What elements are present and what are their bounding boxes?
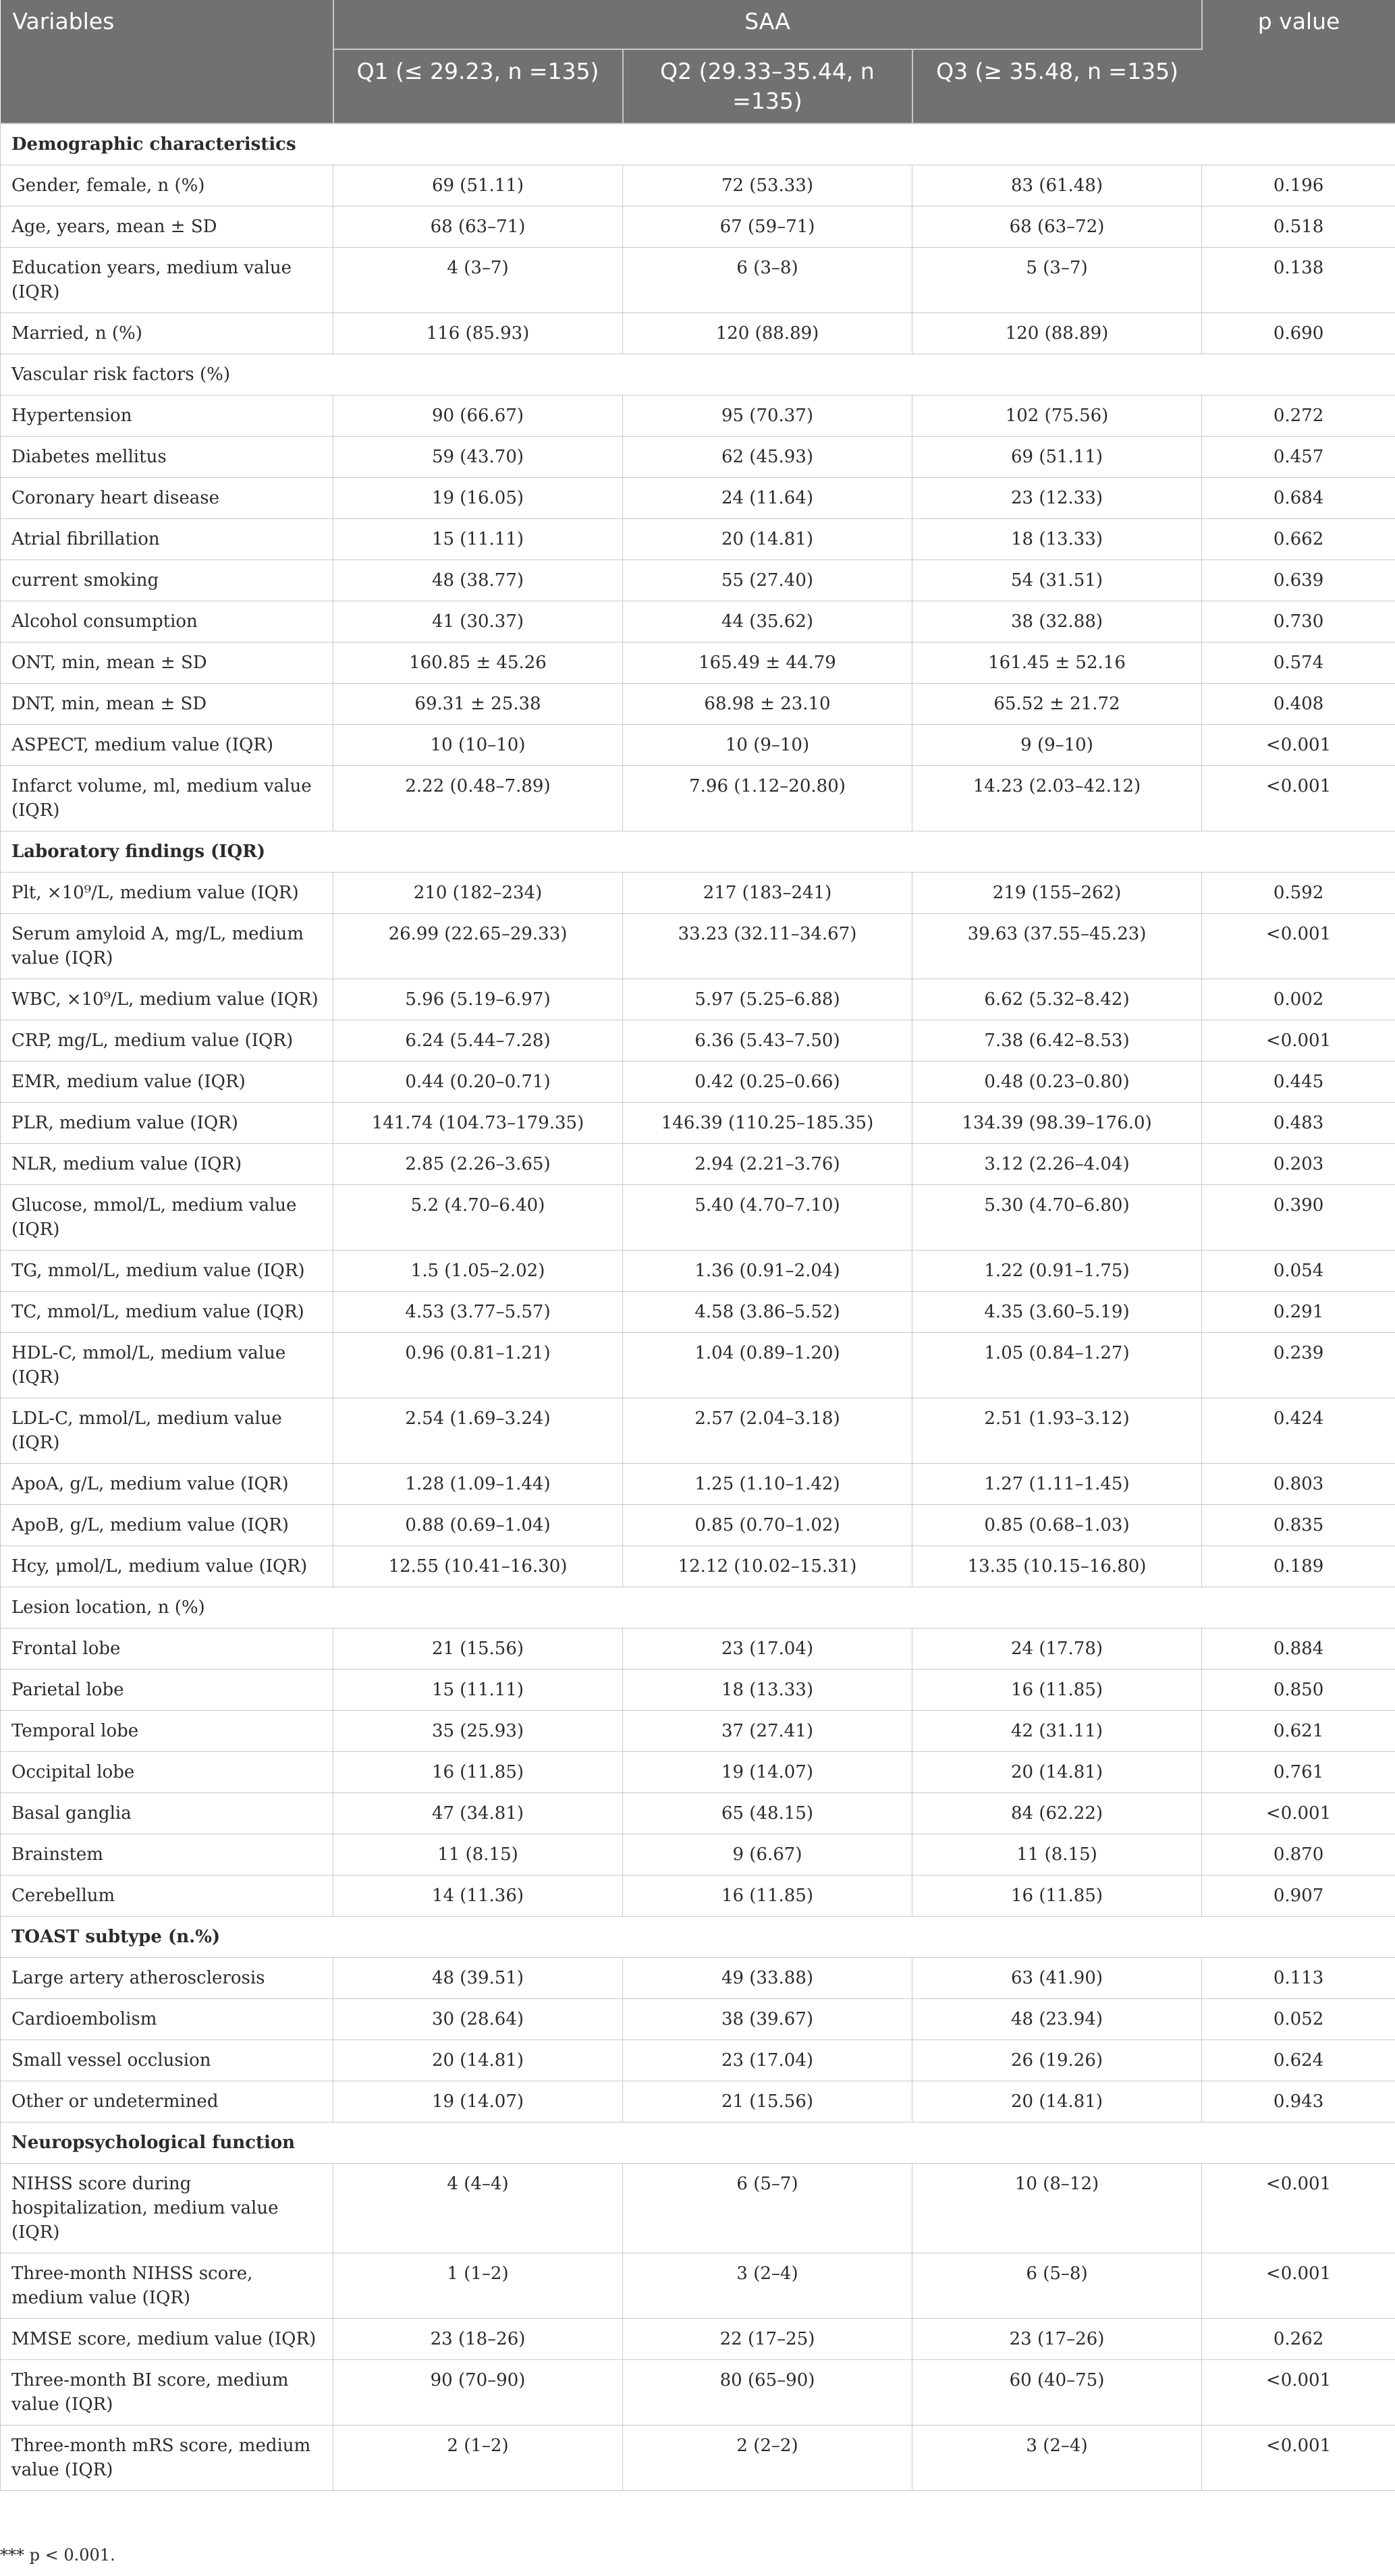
cell-q2: 0.42 (0.25–0.66) — [623, 1062, 912, 1103]
cell-q1: 141.74 (104.73–179.35) — [333, 1103, 623, 1144]
cell-q1: 68 (63–71) — [333, 207, 623, 248]
table-row — [1, 1103, 1395, 1144]
row-label: Three-month BI score, medium value (IQR) — [1, 2360, 333, 2426]
row-label: CRP, mg/L, medium value (IQR) — [1, 1020, 333, 1062]
section-title: TOAST subtype (n.%) — [1, 1917, 1395, 1958]
header-q2: Q2 (29.33–35.44, n =135) — [623, 49, 912, 124]
cell-p-value: <0.001 — [1202, 2164, 1395, 2253]
cell-q2: 23 (17.04) — [623, 2040, 912, 2081]
cell-p-value: 0.907 — [1202, 1875, 1395, 1917]
cell-q2: 0.85 (0.70–1.02) — [623, 1505, 912, 1546]
table-row — [1, 248, 1395, 313]
table-row — [1, 395, 1395, 437]
cell-q3: 63 (41.90) — [912, 1958, 1202, 1999]
cell-p-value: <0.001 — [1202, 1793, 1395, 1834]
table-row — [1, 684, 1395, 725]
cell-p-value: 0.424 — [1202, 1398, 1395, 1464]
cell-q2: 23 (17.04) — [623, 1628, 912, 1670]
table-row — [1, 2081, 1395, 2122]
cell-q3: 23 (12.33) — [912, 478, 1202, 519]
subgroup-header-row — [1, 354, 1395, 395]
cell-q1: 90 (70–90) — [333, 2360, 623, 2426]
table-row — [1, 1834, 1395, 1875]
cell-q2: 1.25 (1.10–1.42) — [623, 1464, 912, 1505]
cell-q2: 6.36 (5.43–7.50) — [623, 1020, 912, 1062]
cell-p-value: 0.943 — [1202, 2081, 1395, 2122]
cell-p-value: 0.272 — [1202, 395, 1395, 437]
section-header-row — [1, 1917, 1395, 1958]
cell-p-value: 0.262 — [1202, 2319, 1395, 2360]
cell-q3: 10 (8–12) — [912, 2164, 1202, 2253]
table-footnote: *** p < 0.001. — [0, 2546, 115, 2565]
row-label: Alcohol consumption — [1, 601, 333, 642]
table-row — [1, 766, 1395, 831]
subgroup-title: Lesion location, n (%) — [1, 1587, 1395, 1628]
row-label: NIHSS score during hospitalization, medium value (IQR) — [1, 2164, 333, 2253]
cell-q1: 4 (4–4) — [333, 2164, 623, 2253]
cell-q1: 210 (182–234) — [333, 873, 623, 914]
table-row — [1, 1752, 1395, 1793]
cell-q2: 217 (183–241) — [623, 873, 912, 914]
cell-q1: 23 (18–26) — [333, 2319, 623, 2360]
cell-p-value: <0.001 — [1202, 2426, 1395, 2491]
cell-q1: 2.22 (0.48–7.89) — [333, 766, 623, 831]
cell-q3: 3.12 (2.26–4.04) — [912, 1144, 1202, 1185]
cell-q3: 7.38 (6.42–8.53) — [912, 1020, 1202, 1062]
cell-q2: 18 (13.33) — [623, 1670, 912, 1711]
cell-q2: 20 (14.81) — [623, 519, 912, 560]
row-label: Brainstem — [1, 1834, 333, 1875]
table-row — [1, 519, 1395, 560]
row-label: Glucose, mmol/L, medium value (IQR) — [1, 1185, 333, 1251]
cell-q3: 60 (40–75) — [912, 2360, 1202, 2426]
cell-p-value: 0.621 — [1202, 1711, 1395, 1752]
row-label: TC, mmol/L, medium value (IQR) — [1, 1292, 333, 1333]
table-row — [1, 1062, 1395, 1103]
cell-q2: 2.57 (2.04–3.18) — [623, 1398, 912, 1464]
cell-q2: 16 (11.85) — [623, 1875, 912, 1917]
cell-q3: 68 (63–72) — [912, 207, 1202, 248]
cell-q1: 35 (25.93) — [333, 1711, 623, 1752]
table-row — [1, 1505, 1395, 1546]
row-label: HDL-C, mmol/L, medium value (IQR) — [1, 1333, 333, 1398]
header-q3: Q3 (≥ 35.48, n =135) — [912, 49, 1202, 124]
cell-q2: 33.23 (32.11–34.67) — [623, 914, 912, 979]
cell-q3: 13.35 (10.15–16.80) — [912, 1546, 1202, 1587]
cell-p-value: 0.592 — [1202, 873, 1395, 914]
cell-p-value: 0.518 — [1202, 207, 1395, 248]
cell-q1: 1.5 (1.05–2.02) — [333, 1251, 623, 1292]
cell-q1: 47 (34.81) — [333, 1793, 623, 1834]
cell-q3: 120 (88.89) — [912, 313, 1202, 354]
table-row — [1, 313, 1395, 354]
cell-q2: 24 (11.64) — [623, 478, 912, 519]
table-row — [1, 2426, 1395, 2491]
row-label: Coronary heart disease — [1, 478, 333, 519]
cell-q2: 120 (88.89) — [623, 313, 912, 354]
cell-q1: 30 (28.64) — [333, 1999, 623, 2040]
row-label: ONT, min, mean ± SD — [1, 642, 333, 684]
table-row — [1, 1144, 1395, 1185]
cell-q1: 10 (10–10) — [333, 725, 623, 766]
cell-p-value: <0.001 — [1202, 2360, 1395, 2426]
cell-q1: 69 (51.11) — [333, 165, 623, 207]
cell-q2: 65 (48.15) — [623, 1793, 912, 1834]
row-label: Serum amyloid A, mg/L, medium value (IQR) — [1, 914, 333, 979]
cell-q1: 59 (43.70) — [333, 437, 623, 478]
cell-p-value: <0.001 — [1202, 914, 1395, 979]
cell-q2: 12.12 (10.02–15.31) — [623, 1546, 912, 1587]
cell-q2: 5.40 (4.70–7.10) — [623, 1185, 912, 1251]
row-label: Hcy, μmol/L, medium value (IQR) — [1, 1546, 333, 1587]
cell-q3: 0.85 (0.68–1.03) — [912, 1505, 1202, 1546]
table-row — [1, 1546, 1395, 1587]
section-title: Demographic characteristics — [1, 124, 1395, 165]
cell-q2: 44 (35.62) — [623, 601, 912, 642]
cell-q1: 0.96 (0.81–1.21) — [333, 1333, 623, 1398]
cell-p-value: 0.639 — [1202, 560, 1395, 601]
cell-q1: 21 (15.56) — [333, 1628, 623, 1670]
cell-q2: 5.97 (5.25–6.88) — [623, 979, 912, 1020]
cell-p-value: 0.390 — [1202, 1185, 1395, 1251]
table-row — [1, 1958, 1395, 1999]
cell-q1: 2.54 (1.69–3.24) — [333, 1398, 623, 1464]
table-row — [1, 1464, 1395, 1505]
section-header-row — [1, 124, 1395, 165]
cell-q1: 20 (14.81) — [333, 2040, 623, 2081]
table-row — [1, 1292, 1395, 1333]
cell-q2: 38 (39.67) — [623, 1999, 912, 2040]
cell-q3: 4.35 (3.60–5.19) — [912, 1292, 1202, 1333]
row-label: Infarct volume, ml, medium value (IQR) — [1, 766, 333, 831]
cell-q2: 67 (59–71) — [623, 207, 912, 248]
cell-q3: 26 (19.26) — [912, 2040, 1202, 2081]
table-row — [1, 1875, 1395, 1917]
row-label: Occipital lobe — [1, 1752, 333, 1793]
table-row — [1, 2253, 1395, 2319]
table-row — [1, 1999, 1395, 2040]
row-label: Three-month mRS score, medium value (IQR) — [1, 2426, 333, 2491]
row-label: LDL-C, mmol/L, medium value (IQR) — [1, 1398, 333, 1464]
cell-q1: 16 (11.85) — [333, 1752, 623, 1793]
table-row — [1, 207, 1395, 248]
cell-q1: 69.31 ± 25.38 — [333, 684, 623, 725]
cell-q3: 1.05 (0.84–1.27) — [912, 1333, 1202, 1398]
table-header — [1, 0, 1395, 124]
cell-p-value: <0.001 — [1202, 1020, 1395, 1062]
row-label: DNT, min, mean ± SD — [1, 684, 333, 725]
cell-p-value: <0.001 — [1202, 766, 1395, 831]
cell-p-value: 0.624 — [1202, 2040, 1395, 2081]
row-label: Education years, medium value (IQR) — [1, 248, 333, 313]
row-label: PLR, medium value (IQR) — [1, 1103, 333, 1144]
cell-q3: 0.48 (0.23–0.80) — [912, 1062, 1202, 1103]
cell-p-value: 0.054 — [1202, 1251, 1395, 1292]
cell-q2: 10 (9–10) — [623, 725, 912, 766]
row-label: Basal ganglia — [1, 1793, 333, 1834]
table-row — [1, 914, 1395, 979]
cell-p-value: 0.803 — [1202, 1464, 1395, 1505]
cell-q2: 2.94 (2.21–3.76) — [623, 1144, 912, 1185]
cell-q1: 1.28 (1.09–1.44) — [333, 1464, 623, 1505]
table-row — [1, 2319, 1395, 2360]
table-row — [1, 1185, 1395, 1251]
cell-q3: 6 (5–8) — [912, 2253, 1202, 2319]
cell-q3: 20 (14.81) — [912, 2081, 1202, 2122]
row-label: Hypertension — [1, 395, 333, 437]
cell-q1: 41 (30.37) — [333, 601, 623, 642]
row-label: Parietal lobe — [1, 1670, 333, 1711]
cell-q2: 62 (45.93) — [623, 437, 912, 478]
cell-p-value: 0.196 — [1202, 165, 1395, 207]
table-row — [1, 478, 1395, 519]
cell-q3: 16 (11.85) — [912, 1875, 1202, 1917]
cell-q1: 160.85 ± 45.26 — [333, 642, 623, 684]
table-row — [1, 642, 1395, 684]
cell-p-value: 0.291 — [1202, 1292, 1395, 1333]
cell-q2: 4.58 (3.86–5.52) — [623, 1292, 912, 1333]
cell-q2: 1.04 (0.89–1.20) — [623, 1333, 912, 1398]
cell-q2: 9 (6.67) — [623, 1834, 912, 1875]
row-label: Atrial fibrillation — [1, 519, 333, 560]
cell-p-value: 0.189 — [1202, 1546, 1395, 1587]
cell-q2: 68.98 ± 23.10 — [623, 684, 912, 725]
row-label: Diabetes mellitus — [1, 437, 333, 478]
table-body — [1, 124, 1395, 2491]
cell-q3: 9 (9–10) — [912, 725, 1202, 766]
cell-q3: 134.39 (98.39–176.0) — [912, 1103, 1202, 1144]
cell-p-value: 0.574 — [1202, 642, 1395, 684]
cell-p-value: 0.203 — [1202, 1144, 1395, 1185]
header-q1: Q1 (≤ 29.23, n =135) — [333, 49, 623, 124]
table-row — [1, 601, 1395, 642]
cell-q3: 5 (3–7) — [912, 248, 1202, 313]
cell-q3: 11 (8.15) — [912, 1834, 1202, 1875]
section-title: Laboratory findings (IQR) — [1, 831, 1395, 873]
cell-q1: 90 (66.67) — [333, 395, 623, 437]
cell-q3: 14.23 (2.03–42.12) — [912, 766, 1202, 831]
table-row — [1, 165, 1395, 207]
section-header-row — [1, 2122, 1395, 2164]
cell-q3: 24 (17.78) — [912, 1628, 1202, 1670]
cell-q1: 2.85 (2.26–3.65) — [333, 1144, 623, 1185]
cell-p-value: 0.684 — [1202, 478, 1395, 519]
cell-q2: 165.49 ± 44.79 — [623, 642, 912, 684]
cell-q3: 69 (51.11) — [912, 437, 1202, 478]
cell-q1: 15 (11.11) — [333, 1670, 623, 1711]
table-row — [1, 1398, 1395, 1464]
row-label: TG, mmol/L, medium value (IQR) — [1, 1251, 333, 1292]
cell-q2: 3 (2–4) — [623, 2253, 912, 2319]
cell-q3: 39.63 (37.55–45.23) — [912, 914, 1202, 979]
cell-q2: 21 (15.56) — [623, 2081, 912, 2122]
cell-p-value: 0.408 — [1202, 684, 1395, 725]
header-p-value: p value — [1202, 0, 1395, 124]
row-label: current smoking — [1, 560, 333, 601]
cell-q2: 72 (53.33) — [623, 165, 912, 207]
table-row — [1, 2164, 1395, 2253]
cell-q3: 84 (62.22) — [912, 1793, 1202, 1834]
cell-q3: 1.22 (0.91–1.75) — [912, 1251, 1202, 1292]
cell-q2: 2 (2–2) — [623, 2426, 912, 2491]
cell-q2: 55 (27.40) — [623, 560, 912, 601]
row-label: Age, years, mean ± SD — [1, 207, 333, 248]
cell-q1: 12.55 (10.41–16.30) — [333, 1546, 623, 1587]
row-label: Other or undetermined — [1, 2081, 333, 2122]
cell-q1: 6.24 (5.44–7.28) — [333, 1020, 623, 1062]
cell-q1: 0.44 (0.20–0.71) — [333, 1062, 623, 1103]
table-row — [1, 725, 1395, 766]
cell-q3: 219 (155–262) — [912, 873, 1202, 914]
table-row — [1, 437, 1395, 478]
cell-q3: 23 (17–26) — [912, 2319, 1202, 2360]
cell-q1: 15 (11.11) — [333, 519, 623, 560]
cell-q2: 37 (27.41) — [623, 1711, 912, 1752]
cell-q1: 48 (39.51) — [333, 1958, 623, 1999]
row-label: NLR, medium value (IQR) — [1, 1144, 333, 1185]
header-variables: Variables — [1, 0, 333, 124]
row-label: Three-month NIHSS score, medium value (IQR) — [1, 2253, 333, 2319]
cell-q3: 83 (61.48) — [912, 165, 1202, 207]
cell-p-value: 0.835 — [1202, 1505, 1395, 1546]
row-label: Large artery atherosclerosis — [1, 1958, 333, 1999]
cell-q2: 1.36 (0.91–2.04) — [623, 1251, 912, 1292]
table-row — [1, 1628, 1395, 1670]
cell-p-value: 0.052 — [1202, 1999, 1395, 2040]
cell-q1: 48 (38.77) — [333, 560, 623, 601]
cell-q2: 6 (5–7) — [623, 2164, 912, 2253]
cell-p-value: 0.457 — [1202, 437, 1395, 478]
table-row — [1, 979, 1395, 1020]
cell-q3: 65.52 ± 21.72 — [912, 684, 1202, 725]
subgroup-header-row — [1, 1587, 1395, 1628]
cell-q2: 6 (3–8) — [623, 248, 912, 313]
table-row — [1, 1711, 1395, 1752]
cell-p-value: 0.138 — [1202, 248, 1395, 313]
cell-q3: 16 (11.85) — [912, 1670, 1202, 1711]
row-label: Gender, female, n (%) — [1, 165, 333, 207]
row-label: ApoA, g/L, medium value (IQR) — [1, 1464, 333, 1505]
cell-p-value: 0.730 — [1202, 601, 1395, 642]
row-label: Married, n (%) — [1, 313, 333, 354]
cell-q3: 48 (23.94) — [912, 1999, 1202, 2040]
cell-p-value: 0.870 — [1202, 1834, 1395, 1875]
cell-p-value: <0.001 — [1202, 2253, 1395, 2319]
subgroup-title: Vascular risk factors (%) — [1, 354, 1395, 395]
header-saa: SAA — [333, 0, 1202, 49]
table-row — [1, 2040, 1395, 2081]
cell-q3: 3 (2–4) — [912, 2426, 1202, 2491]
cell-q1: 5.96 (5.19–6.97) — [333, 979, 623, 1020]
row-label: Plt, ×10⁹/L, medium value (IQR) — [1, 873, 333, 914]
row-label: ApoB, g/L, medium value (IQR) — [1, 1505, 333, 1546]
table-row — [1, 1020, 1395, 1062]
cell-q1: 19 (14.07) — [333, 2081, 623, 2122]
cell-p-value: 0.239 — [1202, 1333, 1395, 1398]
cell-p-value: 0.850 — [1202, 1670, 1395, 1711]
cell-q1: 14 (11.36) — [333, 1875, 623, 1917]
cell-p-value: 0.113 — [1202, 1958, 1395, 1999]
table-row — [1, 873, 1395, 914]
row-label: ASPECT, medium value (IQR) — [1, 725, 333, 766]
cell-q1: 19 (16.05) — [333, 478, 623, 519]
cell-q2: 19 (14.07) — [623, 1752, 912, 1793]
row-label: MMSE score, medium value (IQR) — [1, 2319, 333, 2360]
cell-q3: 1.27 (1.11–1.45) — [912, 1464, 1202, 1505]
cell-q1: 4 (3–7) — [333, 248, 623, 313]
cell-q1: 4.53 (3.77–5.57) — [333, 1292, 623, 1333]
cell-q3: 54 (31.51) — [912, 560, 1202, 601]
cell-p-value: 0.690 — [1202, 313, 1395, 354]
table-row — [1, 560, 1395, 601]
cell-q3: 5.30 (4.70–6.80) — [912, 1185, 1202, 1251]
cell-q3: 6.62 (5.32–8.42) — [912, 979, 1202, 1020]
section-header-row — [1, 831, 1395, 873]
cell-q3: 102 (75.56) — [912, 395, 1202, 437]
cell-q2: 95 (70.37) — [623, 395, 912, 437]
table-row — [1, 2360, 1395, 2426]
cell-q3: 42 (31.11) — [912, 1711, 1202, 1752]
cell-p-value: 0.002 — [1202, 979, 1395, 1020]
table-row — [1, 1333, 1395, 1398]
cell-q1: 2 (1–2) — [333, 2426, 623, 2491]
cell-p-value: 0.483 — [1202, 1103, 1395, 1144]
cell-q3: 18 (13.33) — [912, 519, 1202, 560]
row-label: Frontal lobe — [1, 1628, 333, 1670]
cell-p-value: 0.662 — [1202, 519, 1395, 560]
cell-q2: 49 (33.88) — [623, 1958, 912, 1999]
row-label: EMR, medium value (IQR) — [1, 1062, 333, 1103]
cell-q2: 80 (65–90) — [623, 2360, 912, 2426]
cell-p-value: <0.001 — [1202, 725, 1395, 766]
cell-q3: 38 (32.88) — [912, 601, 1202, 642]
section-title: Neuropsychological function — [1, 2122, 1395, 2164]
row-label: WBC, ×10⁹/L, medium value (IQR) — [1, 979, 333, 1020]
cell-p-value: 0.761 — [1202, 1752, 1395, 1793]
cell-q1: 116 (85.93) — [333, 313, 623, 354]
cell-q1: 5.2 (4.70–6.40) — [333, 1185, 623, 1251]
cell-q3: 161.45 ± 52.16 — [912, 642, 1202, 684]
table-row — [1, 1251, 1395, 1292]
cell-p-value: 0.884 — [1202, 1628, 1395, 1670]
row-label: Cerebellum — [1, 1875, 333, 1917]
cell-q1: 11 (8.15) — [333, 1834, 623, 1875]
table-row — [1, 1793, 1395, 1834]
row-label: Small vessel occlusion — [1, 2040, 333, 2081]
table-row — [1, 1670, 1395, 1711]
cell-q1: 1 (1–2) — [333, 2253, 623, 2319]
row-label: Cardioembolism — [1, 1999, 333, 2040]
cell-q2: 146.39 (110.25–185.35) — [623, 1103, 912, 1144]
cell-q3: 20 (14.81) — [912, 1752, 1202, 1793]
cell-q2: 7.96 (1.12–20.80) — [623, 766, 912, 831]
row-label: Temporal lobe — [1, 1711, 333, 1752]
cell-p-value: 0.445 — [1202, 1062, 1395, 1103]
cell-q3: 2.51 (1.93–3.12) — [912, 1398, 1202, 1464]
cell-q1: 26.99 (22.65–29.33) — [333, 914, 623, 979]
cell-q2: 22 (17–25) — [623, 2319, 912, 2360]
cell-q1: 0.88 (0.69–1.04) — [333, 1505, 623, 1546]
